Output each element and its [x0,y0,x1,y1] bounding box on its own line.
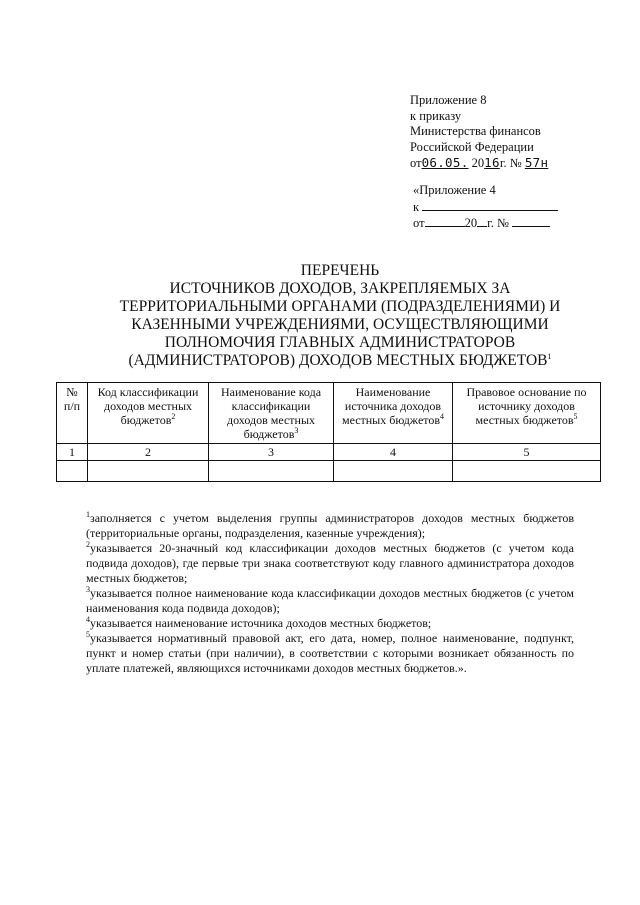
footnote-ref: 2 [171,412,176,421]
table-row [57,461,601,482]
approval-block [410,93,548,172]
appendix-block [413,183,558,232]
header-text: № п/п [63,385,81,413]
column-number: 4 [334,444,453,461]
appendix-line-title: «Приложение 4 [413,183,496,197]
title-line-text: (АДМИНИСТРАТОРОВ) ДОХОДОВ МЕСТНЫХ БЮДЖЕТОВ [128,352,548,369]
footnote-marker: 4 [86,615,90,624]
header-cell-code [88,383,209,444]
approval-line-appendix: Приложение 8 [410,93,487,107]
appendix-day-blank [425,215,465,227]
title-line: КАЗЕННЫМИ УЧРЕЖДЕНИЯМИ, ОСУЩЕСТВЛЯЮЩИМИ [131,316,549,333]
order-number: 57н [524,155,549,170]
table-cell [57,461,88,482]
approval-line-date [410,155,548,172]
table-cell [453,461,601,482]
column-number: 1 [57,444,88,461]
table-cell [334,461,453,482]
date-year-prefix: 20 [471,156,485,170]
footnote [86,616,574,631]
document-title [60,262,620,370]
appendix-year: 20 [464,216,478,230]
date-prefix: от [410,156,422,170]
header-text: Код классификации доходов местных бюджетов [97,385,199,427]
column-number: 2 [88,444,209,461]
header-cell-source-name [334,383,453,444]
header-text: Наименование источника доходов местных бюджетов [341,385,442,427]
footnote-ref: 1 [547,351,552,361]
appendix-date-prefix: от [413,216,425,230]
footnote [86,631,574,676]
revenue-sources-table [56,382,601,482]
header-cell-code-name [209,383,334,444]
date-year-suffix: 16 [484,155,500,170]
footnote-ref: 5 [573,412,578,421]
appendix-year-blank [477,215,487,227]
title-line: ПОЛНОМОЧИЯ ГЛАВНЫХ АДМИНИСТРАТОРОВ [164,334,516,351]
approval-line-country: Российской Федерации [410,139,534,154]
column-number: 5 [453,444,601,461]
date-year-label: г. № [499,156,522,170]
appendix-line-to [413,199,558,216]
title-line: ТЕРРИТОРИАЛЬНЫМИ ОРГАНАМИ (ПОДРАЗДЕЛЕНИЯМИ) И [119,298,561,315]
approval-line-order: к приказу [410,108,462,123]
footnote-marker: 1 [86,510,90,519]
appendix-to-prefix: к [413,199,420,214]
header-cell-legal-basis [453,383,601,444]
footnote-ref: 4 [440,412,445,421]
footnote [86,511,574,541]
footnote-marker: 2 [86,540,90,549]
table-cell [209,461,334,482]
footnote-marker: 5 [86,630,90,639]
footnote-text: указывается наименование источника доходов местных бюджетов; [90,616,432,630]
footnote-ref: 3 [294,426,299,435]
column-number: 3 [209,444,334,461]
title-line [60,352,620,370]
table-numbering-row [57,444,601,461]
title-line: ПЕРЕЧЕНЬ [300,262,380,279]
table-cell [88,461,209,482]
title-line: ИСТОЧНИКОВ ДОХОДОВ, ЗАКРЕПЛЯЕМЫХ ЗА [169,280,511,297]
appendix-line-date [413,215,558,232]
footnote [86,541,574,586]
header-text: Наименование кода классификации доходов местных бюджетов [220,385,322,441]
appendix-date-suffix: г. № [487,216,509,230]
date-day-month: 06.05. [421,155,469,170]
appendix-number-blank [512,215,550,227]
footnote-text: указывается 20-значный код классификации доходов местных бюджетов (с учетом кода подвида доходов), где первые три знака соответствуют коду главного администратора доходов местных бюджетов; [86,541,574,585]
approval-line-ministry: Министерства финансов [410,124,541,138]
table-header-row [57,383,601,444]
footnote-text: указывается полное наименование кода классификации доходов местных бюджетов (с учетом наименования кода подвида доходов); [86,586,574,615]
footnotes [86,511,574,676]
footnote-text: указывается нормативный правовой акт, его дата, номер, полное наименование, подпункт, пункт и номер статьи (при наличии), в соответствии с которыми возникает обязанность по уплате платежей, являющихся источниками доходов местных бюджетов.». [86,631,574,675]
footnote-text: заполняется с учетом выделения группы администраторов доходов местных бюджетов (территориальные органы, подразделения, казенные учреждения); [86,511,574,540]
footnote [86,586,574,616]
appendix-to-blank [422,199,558,211]
footnote-marker: 3 [86,585,90,594]
header-text: Правовое основание по источнику доходов местных бюджетов [466,385,587,427]
header-cell-number [57,383,88,444]
